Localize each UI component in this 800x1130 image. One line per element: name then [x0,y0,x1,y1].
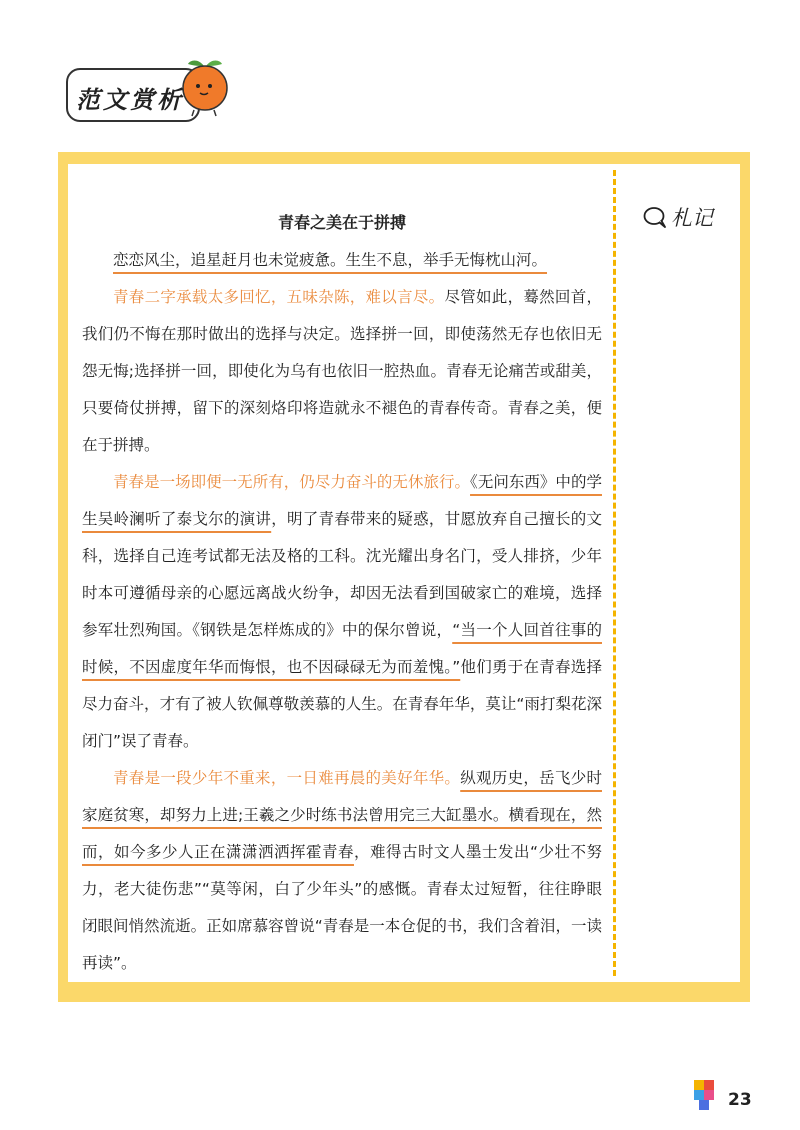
essay-title: 青春之美在于拼搏 [277,213,406,232]
orange-mascot-icon [174,56,236,118]
highlighted-sentence: 青春二字承载太多回忆，五味杂陈，难以言尽。 [113,288,445,306]
underlined-example: 《无问东西》中的学生吴岭澜听了泰戈尔的演讲 [82,473,602,528]
paragraph-3 [82,464,602,760]
notes-header [643,202,713,232]
section-label: 范文赏析 [76,85,184,114]
paragraph-2 [82,279,602,464]
highlighted-sentence: 青春是一段少年不重来，一日难再晨的美好年华。 [113,769,461,787]
paragraph-text: 他们勇于在青春选择尽力奋斗，才有了被人钦佩尊敬羡慕的人生。在青春年华，莫让“雨打梨花深闭门”误了青春。 [82,658,602,750]
paragraph-4 [82,760,602,982]
page-number: 23 [728,1090,752,1110]
underlined-example: 纵观历史，岳飞少时家庭贫寒，却努力上进;王羲之少时练书法曾用完三大缸墨水。横看现在，然而，如今多少人正在潇潇洒洒挥霍青春 [82,769,602,861]
content-frame [58,152,750,1002]
speech-bubble-icon [643,206,667,228]
underlined-quote: “当一个人回首往事的时候，不因虚度年华而悔恨，也不因碌碌无为而羞愧。” [82,621,602,676]
notes-label: 札记 [671,206,713,230]
paper-sheet [68,164,740,982]
paragraph-1 [82,242,602,279]
dashed-divider [613,170,616,976]
puzzle-logo-icon [692,1078,720,1114]
essay [82,206,602,982]
paragraph-text: 尽管如此，蓦然回首，我们仍不悔在那时做出的选择与决定。选择拼一回，即使荡然无存也依旧无怨无悔;选择拼一回，即使化为乌有也依旧一腔热血。青春无论痛苦或甜美，只要倚仗拼搏，留下的深刻烙印将造就永不褪色的青春传奇。青春之美，便在于拼搏。 [82,288,602,454]
underlined-sentence: 恋恋风尘，追星赶月也未觉疲惫。生生不息，举手无悔枕山河。 [113,251,548,269]
highlighted-sentence: 青春是一场即便一无所有，仍尽力奋斗的无休旅行。 [113,473,471,491]
paragraph-text: ，难得古时文人墨士发出“少壮不努力，老大徒伤悲”“莫等闲，白了少年头”的感慨。青春太过短暂，往往睁眼闭眼间悄然流逝。正如席慕容曾说“青春是一本仓促的书，我们含着泪，一读再读”。 [82,843,602,972]
paragraph-text: ，明了青春带来的疑惑，甘愿放弃自己擅长的文科，选择自己连考试都无法及格的工科。沈光耀出身名门，受人排挤，少年时本可遵循母亲的心愿远离战火纷争，却因无法看到国破家亡的难境，选择参军壮烈殉国。《钢铁是怎样炼成的》中的保尔曾说， [82,510,602,639]
